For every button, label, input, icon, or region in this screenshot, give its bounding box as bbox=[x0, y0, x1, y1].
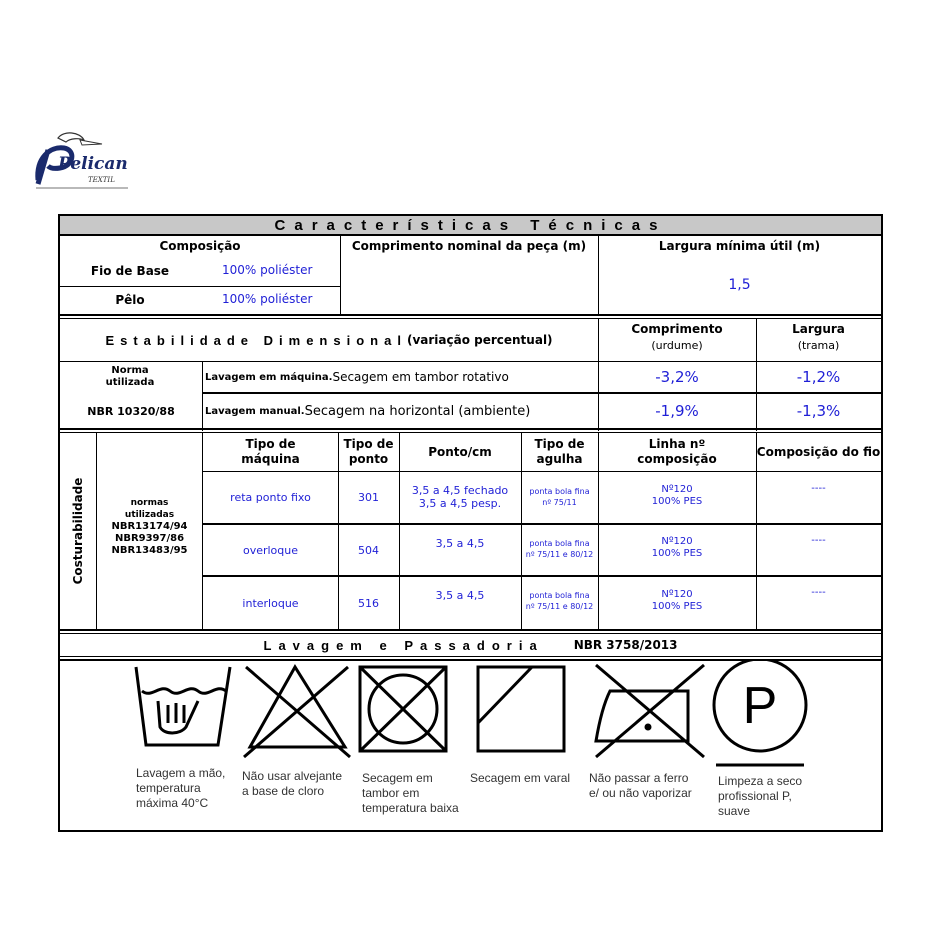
sew-row-3-stitch: 516 bbox=[358, 596, 379, 610]
care-label-no-bleach: Não usar alvejante a base de cloro bbox=[242, 769, 343, 798]
sew-header-stitch: Tipo de ponto bbox=[343, 437, 394, 466]
sew-row-1-stitch: 301 bbox=[358, 491, 379, 504]
tumble-dry-low-icon bbox=[360, 667, 446, 751]
sew-row-2-machine: overloque bbox=[242, 543, 299, 557]
stability-title: Estabilidade Dimensional bbox=[105, 332, 407, 348]
sew-row-1-fio: ---- bbox=[811, 483, 826, 494]
sewability-norms: normas utilizadas NBR13174/94 NBR9397/86 NBR13483/95 bbox=[111, 498, 188, 556]
stability-title-row bbox=[60, 319, 598, 361]
nominal-length-header: Comprimento nominal da peça (m) bbox=[351, 239, 587, 253]
care-label-hand-wash: Lavagem a mão, temperatura máxima 40°C bbox=[136, 766, 226, 810]
sew-header-line: Linha nº composição bbox=[637, 437, 717, 466]
care-label-dry-clean: Limpeza a seco profissional P, suave bbox=[718, 774, 803, 818]
sew-row-3-fio: ---- bbox=[811, 587, 826, 598]
care-label-no-iron: Não passar a ferro e/ ou não vaporizar bbox=[589, 771, 692, 800]
composition-value-base: 100% poliéster bbox=[222, 263, 313, 277]
sew-header-needle: Tipo de agulha bbox=[534, 437, 585, 466]
logo-brand: Pelican bbox=[58, 154, 128, 174]
care-label-line-dry: Secagem em varal bbox=[470, 771, 571, 785]
sew-row-2-line: Nº120 100% PES bbox=[651, 536, 703, 559]
sew-row-1-ponto: 3,5 a 4,5 fechado 3,5 a 4,5 pesp. bbox=[411, 484, 509, 510]
sew-row-1-line: Nº120 100% PES bbox=[651, 484, 703, 507]
care-title: Lavagem e Passadoria bbox=[263, 637, 544, 653]
hand-wash-icon bbox=[136, 667, 230, 745]
min-width-header: Largura mínima útil (m) bbox=[658, 239, 821, 253]
care-symbols bbox=[60, 661, 881, 771]
stability-row-2-width: -1,3% bbox=[796, 402, 841, 420]
care-title-row bbox=[60, 634, 881, 656]
stability-row-2-length: -1,9% bbox=[655, 402, 699, 420]
svg-text:P: P bbox=[742, 677, 778, 735]
composition-label-base: Fio de Base bbox=[90, 264, 170, 278]
sew-header-ponto: Ponto/cm bbox=[428, 445, 492, 459]
sew-row-1-machine: reta ponto fixo bbox=[230, 491, 311, 504]
sew-row-3-machine: interloque bbox=[242, 596, 299, 610]
stability-length-header: Comprimento (urdume) bbox=[631, 322, 723, 352]
dry-clean-p-icon bbox=[714, 661, 806, 765]
min-width-value: 1,5 bbox=[728, 277, 751, 293]
stability-norm-value: NBR 10320/88 bbox=[87, 404, 175, 418]
sew-header-fio: Composição do fio bbox=[756, 444, 881, 459]
stability-row-1-width: -1,2% bbox=[796, 368, 841, 386]
nominal-length-value bbox=[340, 256, 598, 314]
sew-row-3-needle: ponta bola fina nº 75/11 e 80/12 bbox=[525, 591, 594, 611]
no-iron-icon bbox=[596, 665, 704, 757]
sew-row-3-line: Nº120 100% PES bbox=[651, 589, 703, 612]
sew-row-2-stitch: 504 bbox=[358, 543, 379, 557]
sew-row-1-needle: ponta bola fina nº 75/11 bbox=[529, 487, 590, 507]
sew-header-machine: Tipo de máquina bbox=[241, 437, 300, 466]
no-bleach-icon bbox=[244, 667, 350, 757]
composition-header: Composição bbox=[159, 239, 241, 253]
stability-row-2-method: Lavagem manual. Secagem na horizontal (ambiente) bbox=[205, 403, 531, 419]
care-label-tumble-dry: Secagem em tambor em temperatura baixa bbox=[362, 771, 459, 815]
line-dry-icon bbox=[478, 667, 564, 751]
stability-norm-label: Norma utilizada bbox=[105, 365, 155, 388]
stability-width-header: Largura (trama) bbox=[792, 322, 845, 352]
stability-row-1-method: Lavagem em máquina. Secagem em tambor rotativo bbox=[205, 370, 509, 384]
composition-value-pelo: 100% poliéster bbox=[222, 292, 313, 306]
logo bbox=[30, 128, 140, 194]
sewability-side-label: Costurabilidade bbox=[71, 477, 85, 585]
sew-row-2-ponto: 3,5 a 4,5 bbox=[435, 537, 485, 550]
composition-label-pelo: Pêlo bbox=[115, 293, 145, 307]
care-norm: NBR 3758/2013 bbox=[573, 638, 678, 652]
table-title: Características Técnicas bbox=[60, 216, 881, 234]
logo-sub: TEXTIL bbox=[88, 176, 115, 184]
sew-row-2-needle: ponta bola fina nº 75/11 e 80/12 bbox=[525, 539, 594, 559]
sew-row-2-fio: ---- bbox=[811, 535, 826, 546]
stability-row-1-length: -3,2% bbox=[655, 368, 699, 386]
sew-row-3-ponto: 3,5 a 4,5 bbox=[435, 589, 485, 602]
stability-title-suffix: (variação percentual) bbox=[406, 333, 553, 347]
